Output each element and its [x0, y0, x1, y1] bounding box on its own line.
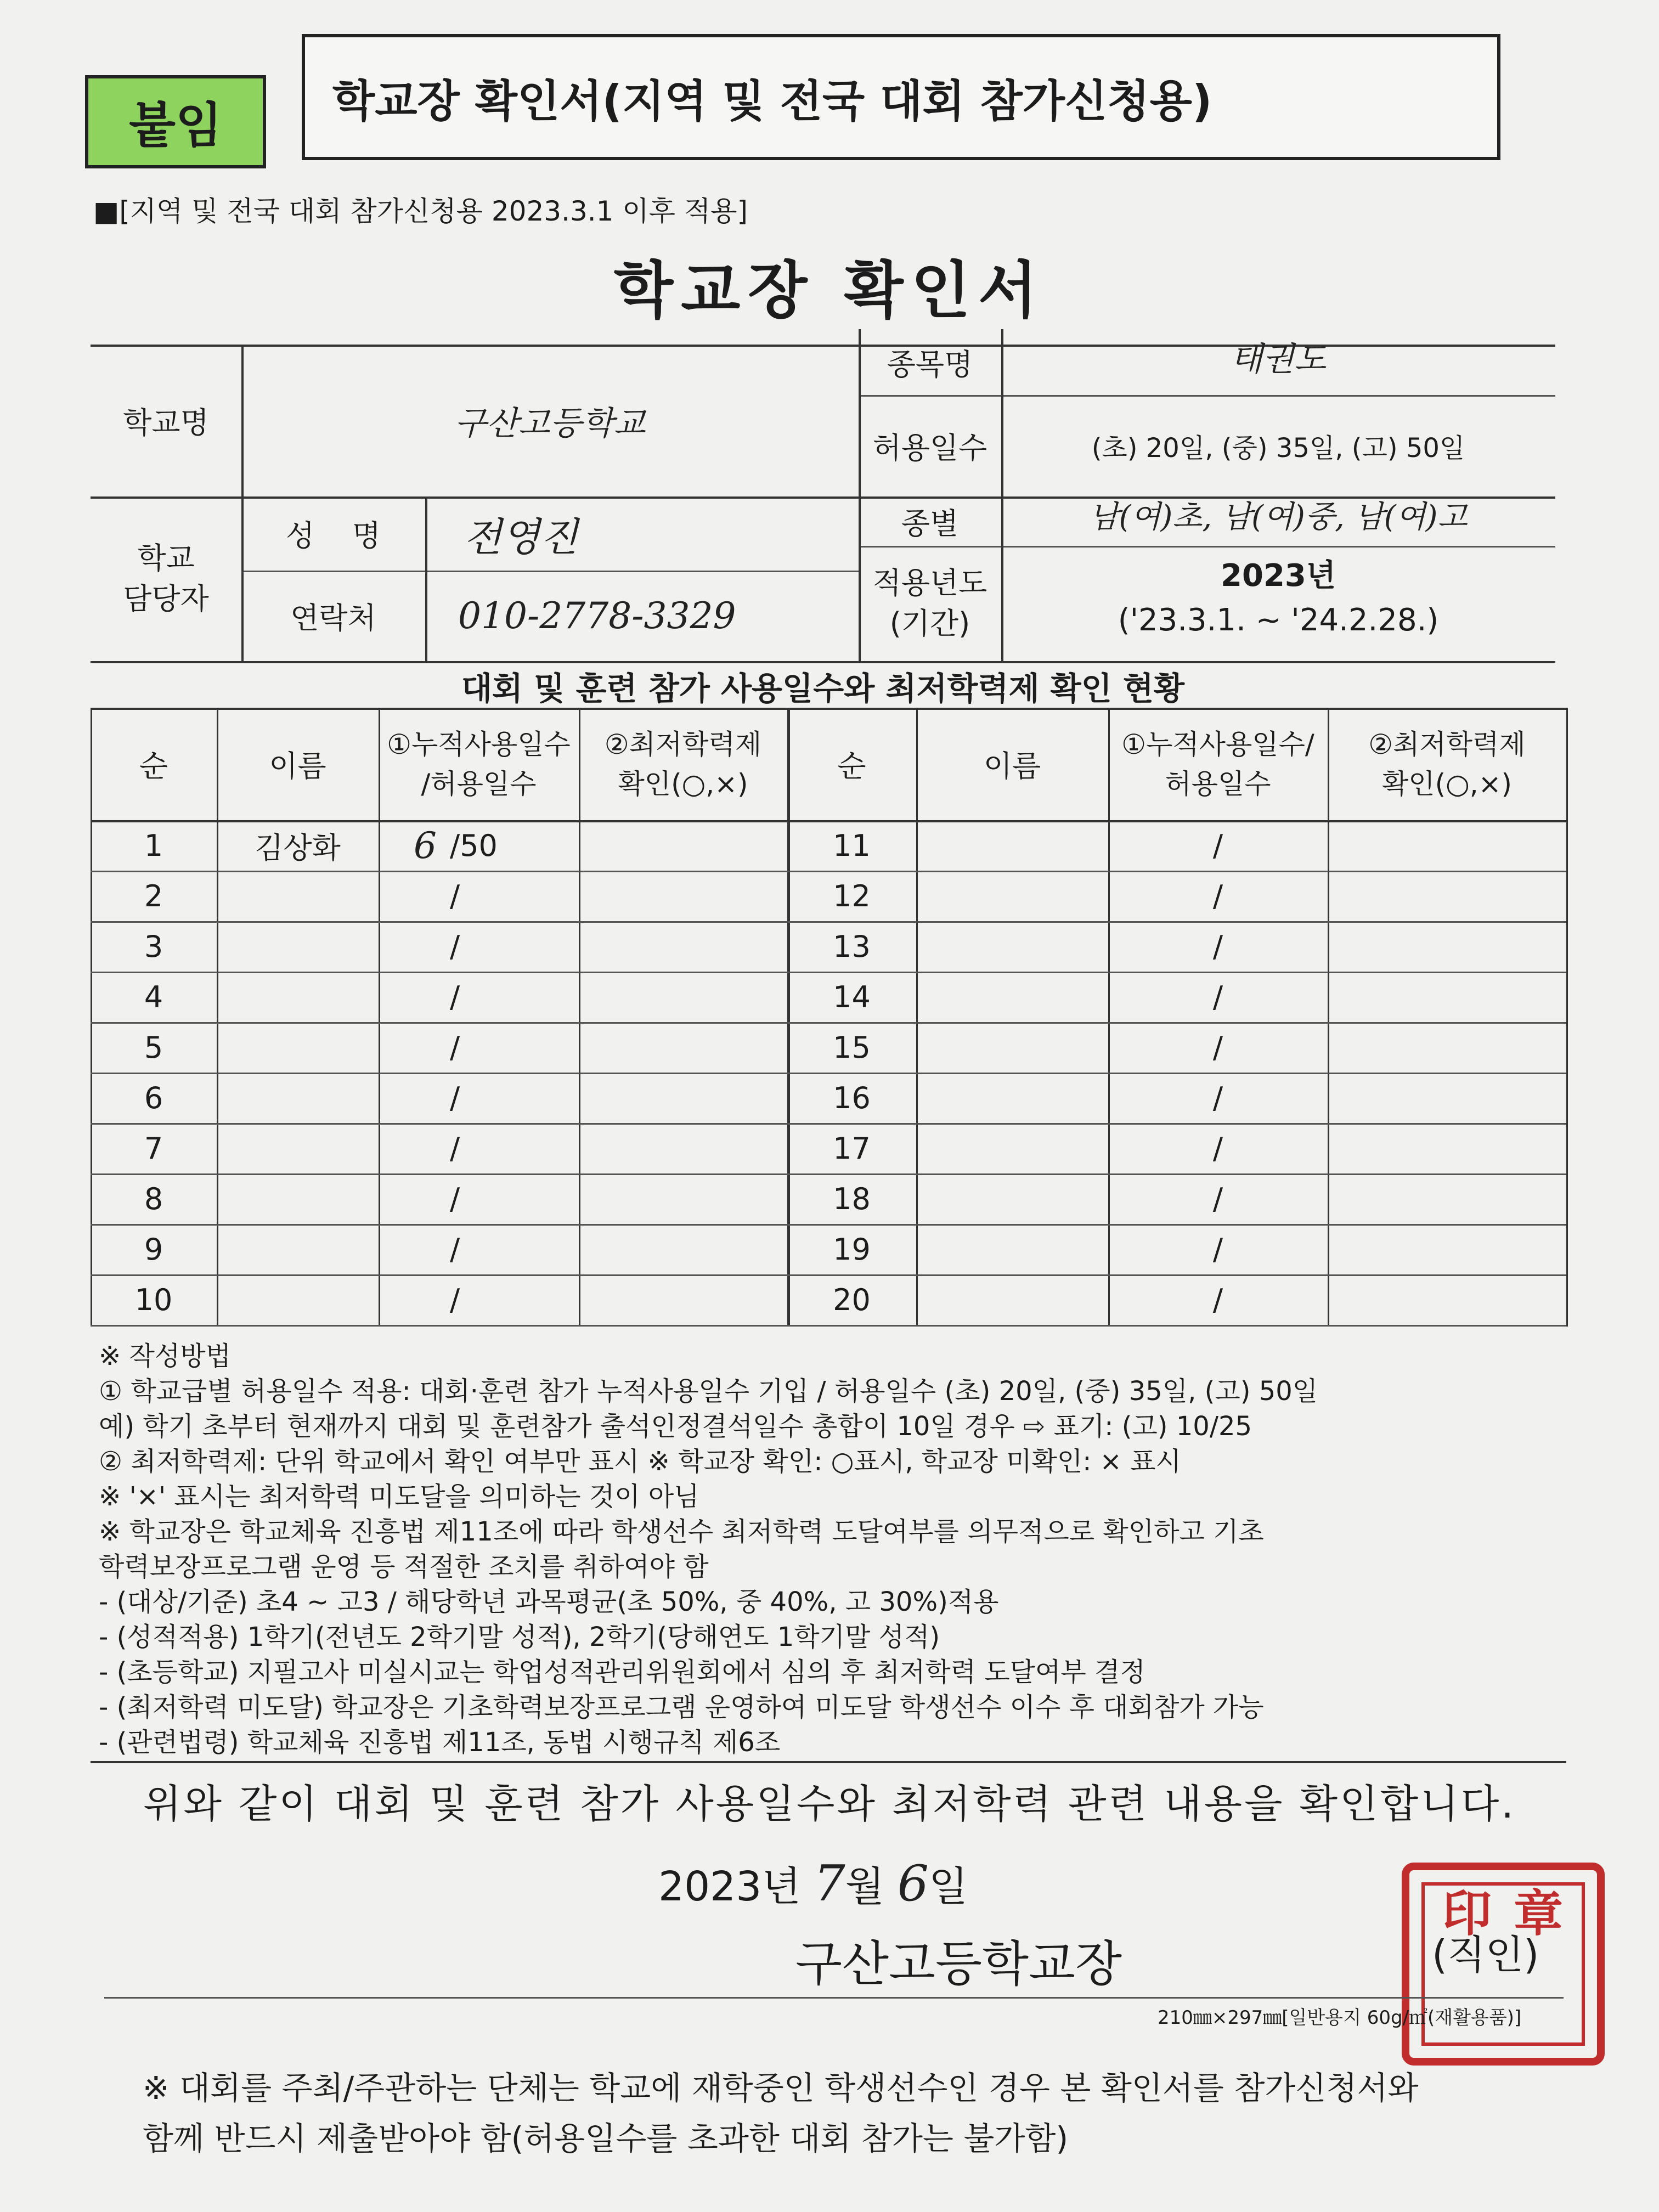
row-student-name	[217, 871, 379, 921]
row-number: 8	[144, 1181, 163, 1216]
date-month-unit: 월	[845, 1863, 885, 1910]
row-allowed-days-right: /	[1212, 1282, 1223, 1317]
school-name-value: 구산고등학교	[454, 404, 646, 443]
banner-text: 학교장 확인서(지역 및 전국 대회 참가신청용)	[332, 75, 1212, 127]
col-header-days-right: ①누적사용일수/ 허용일수	[1121, 728, 1314, 800]
note-line: - (관련법령) 학교체육 진흥법 제11조, 동법 시행규칙 제6조	[99, 1727, 781, 1758]
row-student-name	[217, 921, 379, 972]
note-line: ② 최저학력제: 단위 학교에서 확인 여부만 표시 ※ 학교장 확인: ○표시, 학교장 미확인: × 표시	[99, 1446, 1181, 1477]
row-allowed-days-right: /	[1212, 878, 1223, 913]
note-line: ※ 학교장은 학교체육 진흥법 제11조에 따라 학생선수 최저학력 도달여부를 의무적으로 확인하고 기초	[99, 1516, 1264, 1547]
row-number-right: 19	[833, 1232, 871, 1267]
row-student-name	[217, 1224, 379, 1274]
row-number-right: 18	[833, 1181, 871, 1216]
row-student-name	[217, 1173, 379, 1224]
instructions	[99, 1339, 1580, 1760]
note-line: - (초등학교) 지필고사 미실시교는 학업성적관리위원회에서 심의 후 최저학력 도달여부 결정	[99, 1657, 1146, 1688]
apply-period-value: ('23.3.1. ~ '24.2.28.)	[1118, 602, 1439, 638]
sport-label: 종목명	[887, 347, 973, 382]
row-student-name	[217, 1274, 379, 1325]
row-allowed-days-right: /	[1212, 979, 1223, 1014]
row-student-name	[217, 1123, 379, 1173]
manager-name-label: 성 명	[286, 518, 381, 553]
row-allowed-days-right: /	[1212, 828, 1223, 863]
principal-title: 구산고등학교장	[795, 1936, 1122, 1992]
sport-value: 태권도	[1231, 340, 1326, 379]
row-allowed-days: /	[450, 1282, 460, 1317]
note-line: ※ '×' 표시는 최저학력 미도달을 의미하는 것이 아님	[99, 1481, 699, 1512]
row-allowed-days-right: /	[1212, 929, 1223, 964]
apply-year-value: 2023년	[1221, 558, 1336, 594]
row-student-name	[217, 1022, 379, 1073]
row-allowed-days: /50	[450, 828, 498, 863]
form-banner-title	[302, 34, 1500, 160]
category-value: 남(여)초, 남(여)중, 남(여)고	[1089, 499, 1468, 535]
date-month: 7	[814, 1855, 845, 1912]
row-number-right: 16	[833, 1080, 871, 1115]
table-row-rule	[91, 1325, 1566, 1327]
row-student-name	[217, 972, 379, 1022]
row-number-right: 13	[833, 929, 871, 964]
signature-rule	[104, 1997, 1564, 1999]
contact-label: 연락처	[290, 601, 376, 635]
col-header-academic-right: ②최저학력제 확인(○,×)	[1368, 728, 1526, 800]
col-header-days: ①누적사용일수 /허용일수	[387, 728, 571, 800]
attachment-tag: 붙임	[85, 75, 266, 168]
row-allowed-days: /	[450, 929, 460, 964]
seal-label: (직인)	[1432, 1932, 1539, 1978]
row-number: 6	[144, 1080, 163, 1115]
date-day-unit: 일	[928, 1863, 968, 1910]
note-line: - (성적적용) 1학기(전년도 2학기말 성적), 2학기(당해연도 1학기말 성적)	[99, 1622, 940, 1652]
row-number: 5	[144, 1030, 163, 1065]
row-student-name	[217, 1073, 379, 1123]
col-header-no-right: 순	[837, 749, 866, 783]
manager-label: 학교 담당자	[123, 541, 209, 616]
note-line: ① 학교급별 허용일수 적용: 대회·훈련 참가 누적사용일수 기입 / 허용일수 (초) 20일, (중) 35일, (고) 50일	[99, 1376, 1318, 1407]
row-number: 2	[144, 878, 163, 913]
form-subline: ■[지역 및 전국 대회 참가신청용 2023.3.1 이후 적용]	[93, 195, 748, 227]
col-header-name-right: 이름	[983, 749, 1041, 783]
confirmation-statement: 위와 같이 대회 및 훈련 참가 사용일수와 최저학력 관련 내용을 확인합니다.	[143, 1781, 1516, 1827]
row-allowed-days-right: /	[1212, 1080, 1223, 1115]
col-header-no: 순	[139, 749, 168, 783]
paper-spec: 210㎜×297㎜[일반용지 60g/㎡(재활용품)]	[1158, 2007, 1522, 2029]
row-student-name: 김상화	[255, 830, 341, 865]
col-header-academic: ②최저학력제 확인(○,×)	[604, 728, 762, 800]
row-allowed-days-right: /	[1212, 1030, 1223, 1065]
row-number: 4	[144, 979, 163, 1014]
row-number-right: 12	[833, 878, 871, 913]
row-allowed-days: /	[450, 1232, 460, 1267]
date-day: 6	[897, 1855, 929, 1912]
row-number: 7	[144, 1131, 163, 1166]
footer-note	[143, 2063, 1569, 2164]
footer-line: ※ 대회를 주최/주관하는 단체는 학교에 재학중인 학생선수인 경우 본 확인서를 참가신청서와	[143, 2069, 1419, 2107]
row-allowed-days: /	[450, 1131, 460, 1166]
contact-value: 010-2778-3329	[458, 595, 736, 637]
note-line: - (대상/기준) 초4 ~ 고3 / 해당학년 과목평균(초 50%, 중 40%, 고 30%)적용	[99, 1587, 999, 1617]
signed-date	[658, 1854, 968, 1912]
footer-line: 함께 반드시 제출받아야 함(허용일수를 초과한 대회 참가는 불가함)	[143, 2120, 1069, 2157]
school-name-label: 학교명	[123, 405, 209, 440]
row-number: 9	[144, 1232, 163, 1267]
apply-year-label: 적용년도 (기간)	[872, 566, 988, 641]
row-allowed-days-right: /	[1212, 1131, 1223, 1166]
category-label: 종별	[901, 506, 959, 541]
row-number-right: 15	[833, 1030, 871, 1065]
usage-table-caption: 대회 및 훈련 참가 사용일수와 최저학력제 확인 현황	[461, 670, 1184, 707]
row-allowed-days: /	[450, 1181, 460, 1216]
row-allowed-days: /	[450, 878, 460, 913]
row-number-right: 11	[833, 828, 871, 863]
col-header-name: 이름	[269, 749, 326, 783]
row-allowed-days: /	[450, 1080, 460, 1115]
row-number: 3	[144, 929, 163, 964]
row-number-right: 14	[833, 979, 871, 1014]
row-number: 10	[134, 1282, 173, 1317]
row-number-right: 20	[833, 1282, 871, 1317]
seal-glyph: 章	[1514, 1885, 1563, 1943]
table-column-line	[1566, 708, 1568, 1327]
document-title: 학교장 확인서	[613, 255, 1046, 326]
note-line: 학력보장프로그램 운영 등 적절한 조치를 취하여야 함	[99, 1551, 709, 1582]
row-allowed-days: /	[450, 1030, 460, 1065]
row-allowed-days: /	[450, 979, 460, 1014]
row-number-right: 17	[833, 1131, 871, 1166]
notes-bottom-rule	[91, 1761, 1566, 1763]
note-line: ※ 작성방법	[99, 1341, 231, 1372]
row-number: 1	[144, 828, 163, 863]
seal-glyph: 印	[1442, 1885, 1492, 1943]
manager-name-value: 전영진	[464, 514, 578, 560]
allowed-days-label: 허용일수	[872, 431, 988, 465]
row-allowed-days-right: /	[1212, 1181, 1223, 1216]
note-line: 예) 학기 초부터 현재까지 대회 및 훈련참가 출석인정결석일수 총합이 10일 경우 ⇨ 표기: (고) 10/25	[99, 1411, 1252, 1442]
row-used-days: 6	[414, 824, 437, 867]
note-line: - (최저학력 미도달) 학교장은 기초학력보장프로그램 운영하여 미도달 학생선수 이수 후 대회참가 가능	[99, 1692, 1264, 1723]
date-year: 2023년	[658, 1863, 801, 1910]
allowed-days-value: (초) 20일, (중) 35일, (고) 50일	[1091, 433, 1465, 464]
row-allowed-days-right: /	[1212, 1232, 1223, 1267]
